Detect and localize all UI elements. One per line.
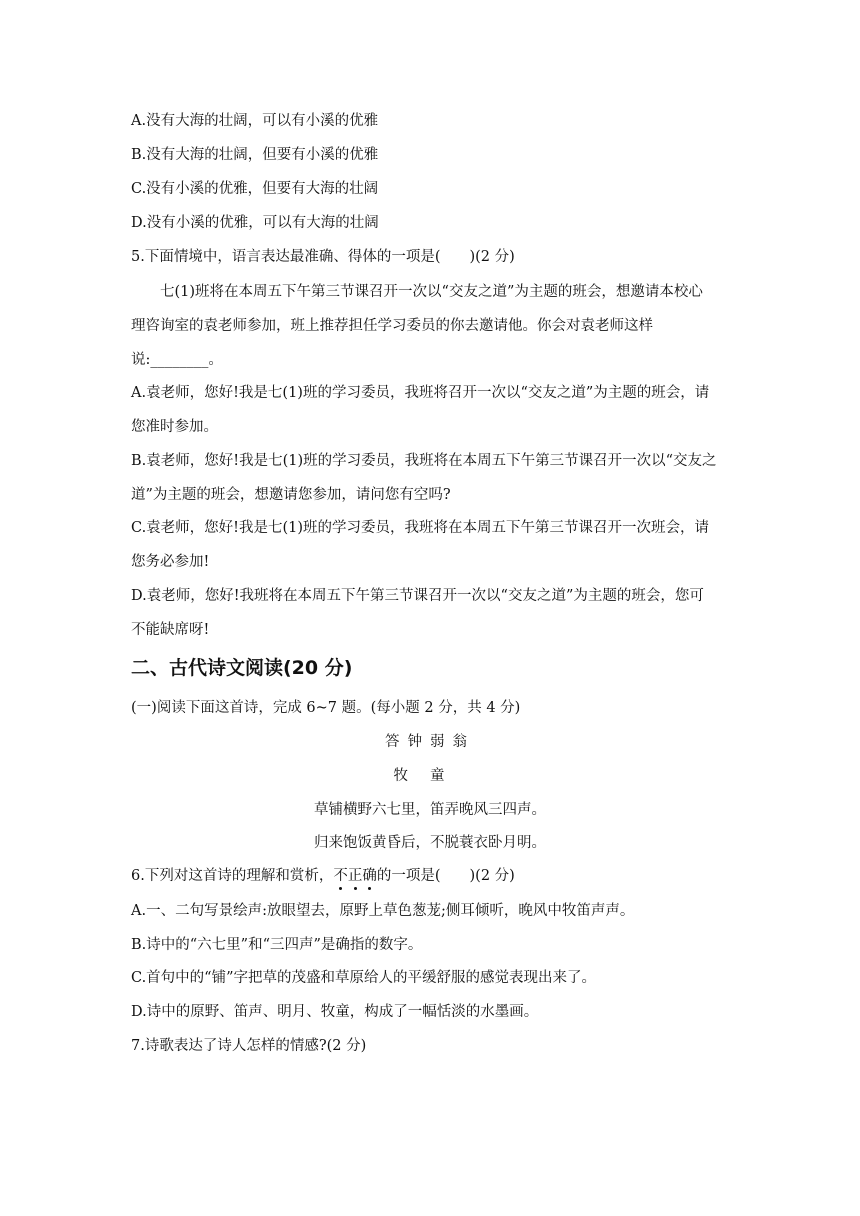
q5-option-c-cont: 您务必参加! bbox=[131, 554, 210, 570]
poem-title: 答钟弱翁 bbox=[385, 734, 475, 750]
emphasis-char: 确 bbox=[362, 868, 377, 884]
q6-option-c: C.首句中的“铺”字把草的茂盛和草原给人的平缓舒服的感觉表现出来了。 bbox=[131, 970, 597, 986]
q6-option-a: A.一、二句写景绘声:放眼望去，原野上草色葱茏;侧耳倾听，晚风中牧笛声声。 bbox=[131, 903, 635, 919]
q5-stem: 5.下面情境中，语言表达最准确、得体的一项是( )(2 分) bbox=[131, 249, 515, 265]
q4-option-a: A.没有大海的壮阔，可以有小溪的优雅 bbox=[131, 113, 379, 129]
poem-author: 牧童 bbox=[393, 768, 467, 784]
q6-stem bbox=[131, 866, 515, 886]
q6-option-d: D.诗中的原野、笛声、明月、牧童，构成了一幅恬淡的水墨画。 bbox=[131, 1004, 539, 1020]
q4-option-b: B.没有大海的壮阔，但要有小溪的优雅 bbox=[131, 147, 379, 163]
q5-scenario-line: 理咨询室的袁老师参加，班上推荐担任学习委员的你去邀请他。你会对袁老师这样 bbox=[131, 318, 653, 334]
q5-scenario-line: 七(1)班将在本周五下午第三节课召开一次以“交友之道”为主题的班会，想邀请本校心 bbox=[160, 284, 703, 300]
q4-option-d: D.没有小溪的优雅，可以有大海的壮阔 bbox=[131, 215, 379, 231]
q5-option-d: D.袁老师，您好!我班将在本周五下午第三节课召开一次以“交友之道”为主题的班会，您可 bbox=[131, 588, 704, 604]
q5-scenario-line: 说:________。 bbox=[131, 352, 223, 368]
q4-option-c: C.没有小溪的优雅，但要有大海的壮阔 bbox=[131, 181, 379, 197]
q5-option-b-cont: 道”为主题的班会，想邀请您参加，请问您有空吗? bbox=[131, 487, 451, 503]
emphasis-char: 正 bbox=[347, 868, 363, 884]
q5-option-a-cont: 您准时参加。 bbox=[131, 419, 218, 435]
q6-stem-suffix: 的一项是( )(2 分) bbox=[376, 868, 515, 884]
q5-option-b: B.袁老师，您好!我是七(1)班的学习委员，我班将在本周五下午第三节课召开一次以“交友之 bbox=[131, 453, 717, 469]
emphasis-char: 不 bbox=[333, 868, 348, 884]
poem-line: 归来饱饭黄昏后，不脱蓑衣卧月明。 bbox=[314, 835, 546, 851]
poem-line: 草铺横野六七里，笛弄晚风三四声。 bbox=[314, 802, 546, 818]
q5-option-c: C.袁老师，您好!我是七(1)班的学习委员，我班将在本周五下午第三节课召开一次班会，请 bbox=[131, 520, 710, 536]
section-heading: 二、古代诗文阅读(20 分) bbox=[131, 657, 353, 679]
section-intro: (一)阅读下面这首诗，完成 6~7 题。(每小题 2 分，共 4 分) bbox=[131, 700, 521, 716]
q6-stem-prefix: 6.下列对这首诗的理解和赏析， bbox=[131, 868, 334, 884]
q5-option-a: A.袁老师，您好!我是七(1)班的学习委员，我班将召开一次以“交友之道”为主题的班会，请 bbox=[131, 385, 710, 401]
q5-option-d-cont: 不能缺席呀! bbox=[131, 622, 210, 638]
q6-option-b: B.诗中的“六七里”和“三四声”是确指的数字。 bbox=[131, 937, 423, 953]
q7-stem: 7.诗歌表达了诗人怎样的情感?(2 分) bbox=[131, 1038, 367, 1054]
